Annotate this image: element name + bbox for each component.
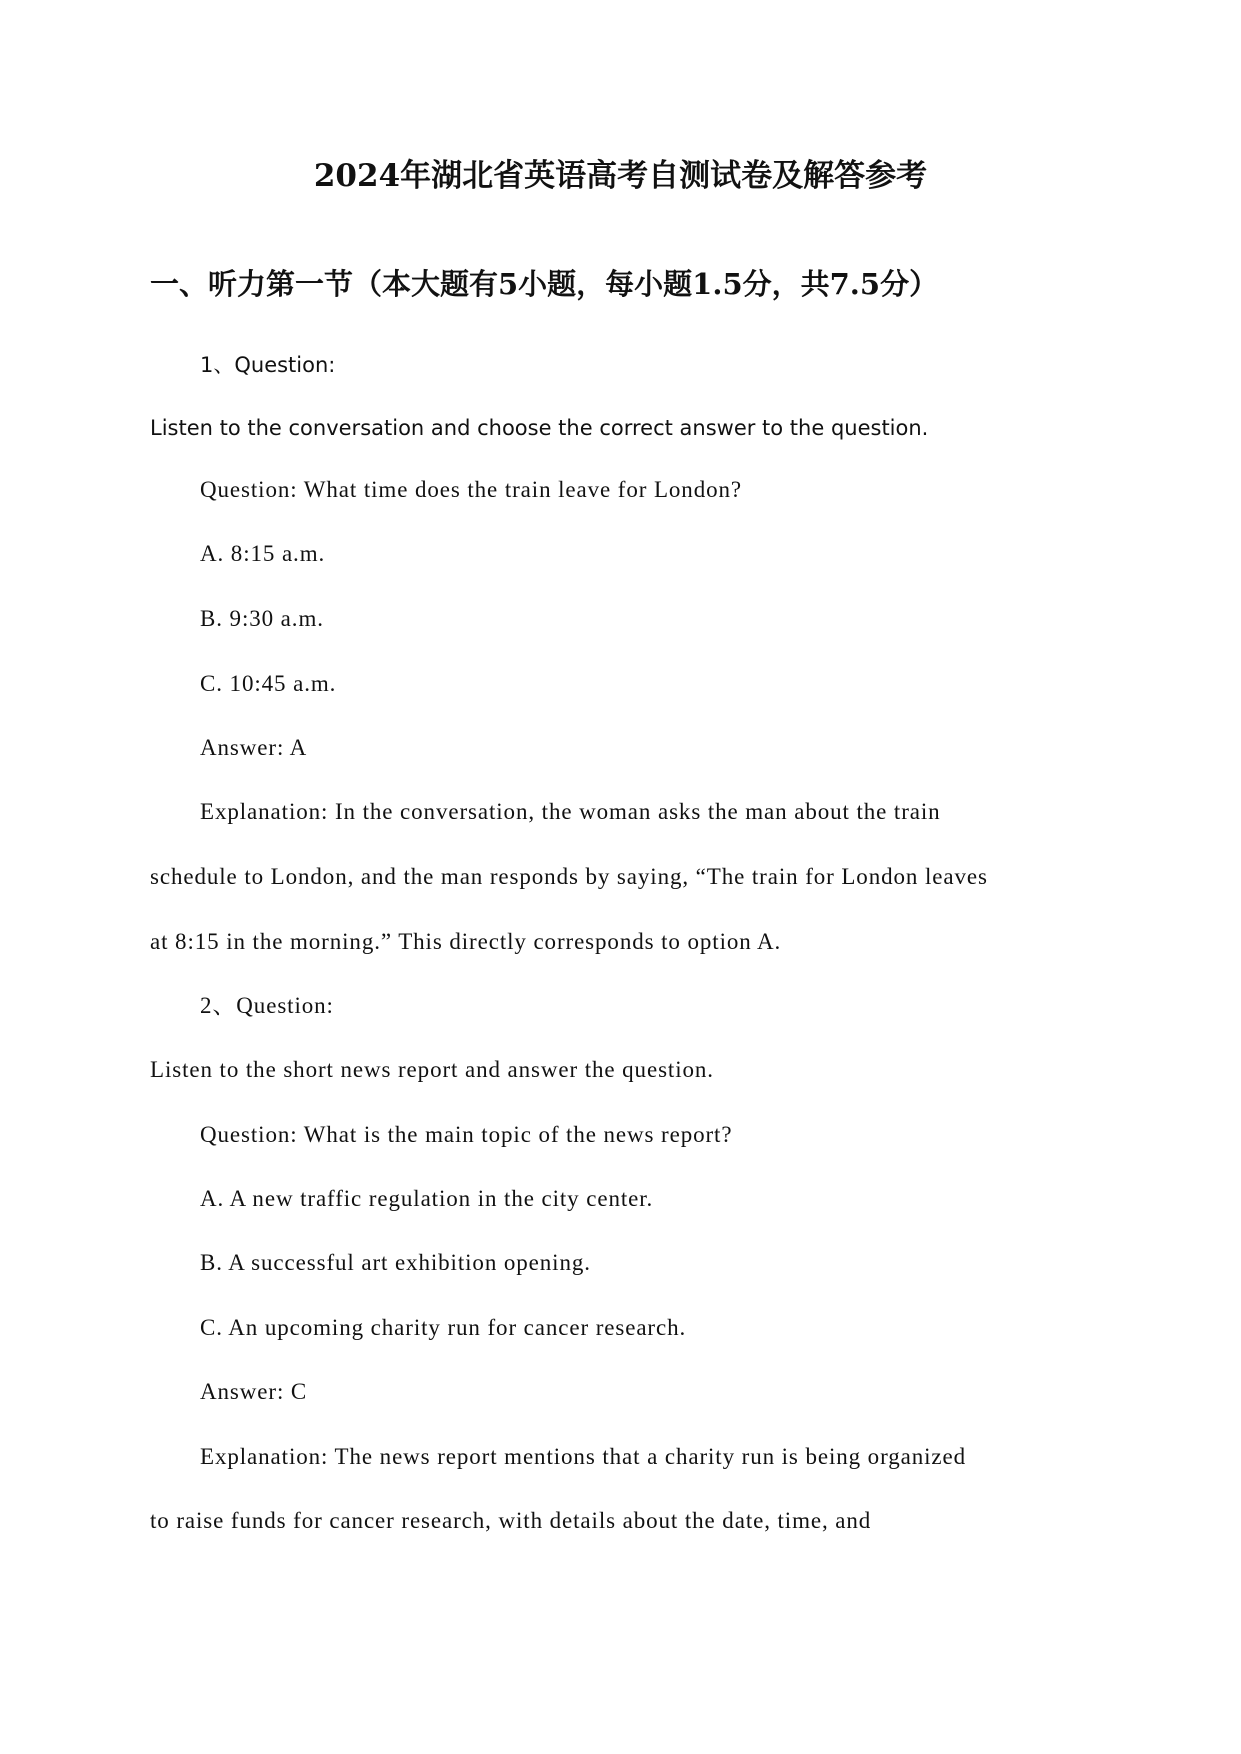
question-2-explanation-line-1: Explanation: The news report mentions that a charity run is being organized: [200, 1444, 967, 1469]
document-title: 2024年湖北省英语高考自测试卷及解答参考: [313, 158, 928, 194]
question-2-option-b: B. A successful art exhibition opening.: [200, 1250, 591, 1275]
question-1-explanation-line-2: schedule to London, and the man responds by saying, “The train for London leaves: [150, 864, 988, 889]
question-1-text: Question: What time does the train leave for London?: [200, 477, 743, 502]
question-1-explanation-line-3: at 8:15 in the morning.” This directly corresponds to option A.: [150, 929, 782, 954]
question-1-number: 1、Question:: [200, 353, 336, 377]
question-2-answer: Answer: C: [200, 1379, 308, 1404]
question-2-option-c: C. An upcoming charity run for cancer research.: [200, 1315, 687, 1340]
question-2-text: Question: What is the main topic of the news report?: [200, 1122, 733, 1147]
question-1-answer: Answer: A: [200, 735, 308, 760]
section-heading: 一、听力第一节（本大题有5小题，每小题1.5分，共7.5分）: [150, 267, 939, 301]
question-1-option-b: B. 9:30 a.m.: [200, 606, 324, 631]
question-1-instruction: Listen to the conversation and choose the correct answer to the question.: [150, 416, 929, 440]
question-2-number: 2、Question:: [200, 993, 334, 1018]
question-2-explanation-line-2: to raise funds for cancer research, with details about the date, time, and: [150, 1508, 872, 1533]
question-1-option-a: A. 8:15 a.m.: [200, 541, 326, 566]
question-1-explanation-line-1: Explanation: In the conversation, the woman asks the man about the train: [200, 799, 941, 824]
question-2-instruction: Listen to the short news report and answer the question.: [150, 1057, 714, 1082]
question-1-option-c: C. 10:45 a.m.: [200, 671, 337, 696]
question-2-option-a: A. A new traffic regulation in the city center.: [200, 1186, 654, 1211]
